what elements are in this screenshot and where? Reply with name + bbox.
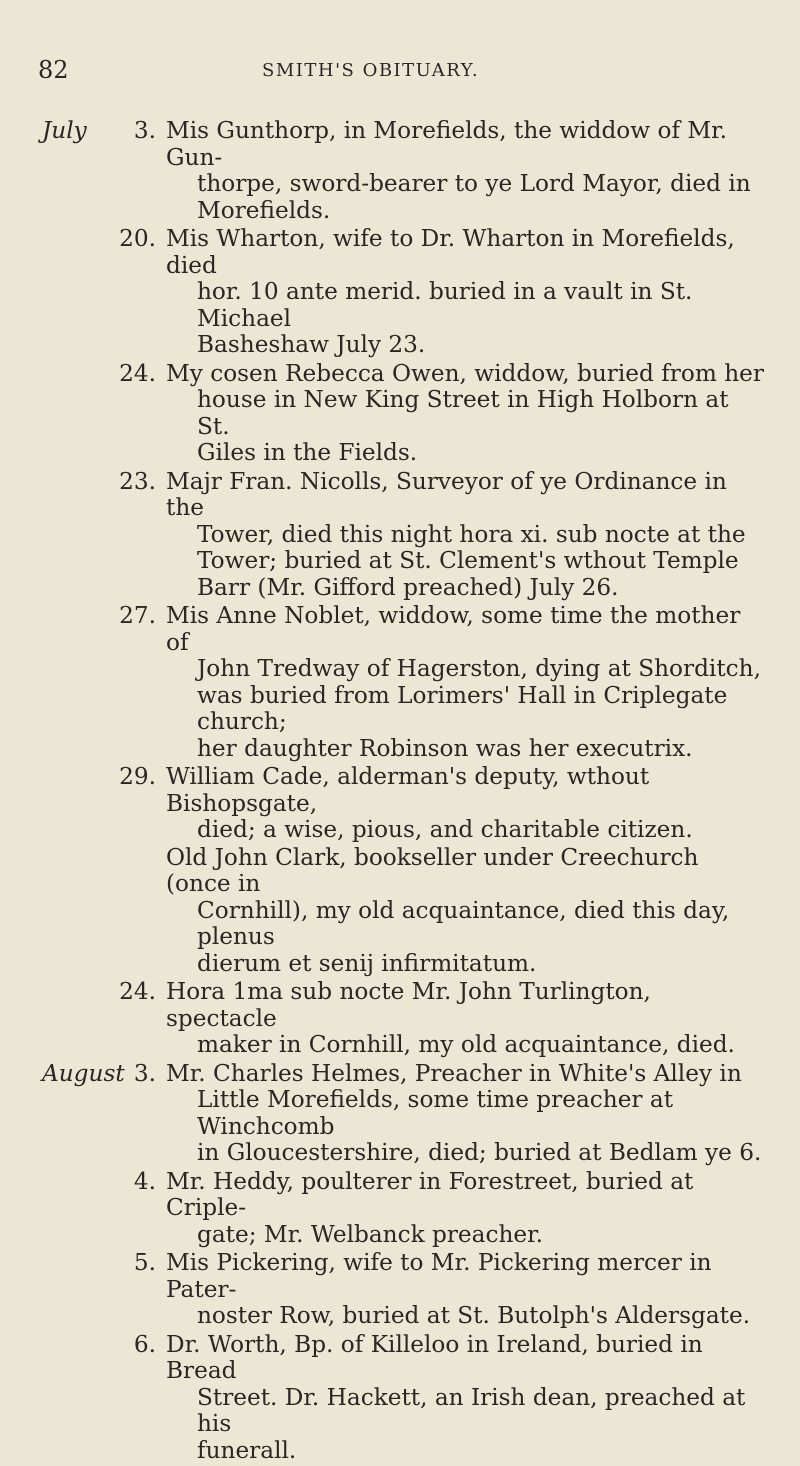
entry-line: Barr (Mr. Gifford preached) July 26. xyxy=(197,573,619,601)
entry-text xyxy=(166,764,766,977)
page-number: 82 xyxy=(38,56,69,84)
entry-text xyxy=(166,1169,766,1249)
entry-line: thorpe, sword-bearer to ye Lord Mayor, died in xyxy=(197,170,751,197)
entry-line: Majr Fran. Nicolls, Surveyor of ye Ordinance in the xyxy=(166,467,727,521)
entry-month: August xyxy=(42,1059,125,1087)
entry-line: William Cade, alderman's deputy, wthout Bishopsgate, xyxy=(166,763,650,817)
entry-day: 24. xyxy=(119,359,156,387)
entry-line: Hora 1ma sub nocte Mr. John Turlington, spectacle xyxy=(166,978,651,1032)
entry-line: Giles in the Fields. xyxy=(197,439,418,466)
entry-month: July xyxy=(42,117,87,144)
entry-line: My cosen Rebecca Owen, widdow, buried from her xyxy=(166,359,764,387)
entry-text xyxy=(166,118,766,224)
obituary-entry xyxy=(0,226,800,359)
entry-line: Mr. Charles Helmes, Preacher in White's Alley in xyxy=(166,1059,742,1087)
obituary-entry xyxy=(0,361,800,467)
entry-line: Basheshaw July 23. xyxy=(197,331,426,358)
obituary-entry xyxy=(0,118,800,224)
entry-text xyxy=(166,1061,766,1167)
entry-line: John Tredway of Hagerston, dying at Shorditch, xyxy=(197,655,761,682)
entry-line: in Gloucestershire, died; buried at Bedlam ye 6. xyxy=(197,1139,762,1166)
obituary-entry xyxy=(0,979,800,1059)
entry-subline: dierum et senij infirmitatum. xyxy=(197,949,537,977)
entry-line: Mis Anne Noblet, widdow, some time the mother of xyxy=(166,602,741,656)
entry-line: Mis Pickering, wife to Mr. Pickering mercer in Pater- xyxy=(166,1249,712,1303)
entry-line: Tower; buried at St. Clement's wthout Temple xyxy=(197,547,739,574)
entry-line: her daughter Robinson was her executrix. xyxy=(197,734,693,762)
entry-line: Mis Gunthorp, in Morefields, the widdow of Mr. Gun- xyxy=(166,117,728,171)
entry-line: maker in Cornhill, my old acquaintance, died. xyxy=(197,1031,735,1058)
entry-line: died; a wise, pious, and charitable citizen. xyxy=(197,816,693,843)
entry-line: Dr. Worth, Bp. of Killeloo in Ireland, buried in Bread xyxy=(166,1330,703,1384)
obituary-entry xyxy=(0,469,800,602)
entry-line: Little Morefields, some time preacher at Winchcomb xyxy=(197,1086,674,1140)
obituary-entry xyxy=(0,1250,800,1330)
entry-text xyxy=(166,226,766,359)
entry-line: Street. Dr. Hackett, an Irish dean, preached at his xyxy=(197,1383,746,1437)
entry-line: hor. 10 ante merid. buried in a vault in St. Michael xyxy=(197,278,693,332)
entry-subline: Cornhill), my old acquaintance, died this day, plenus xyxy=(197,896,730,950)
entry-day: 3. xyxy=(133,1059,156,1087)
entry-day: 4. xyxy=(133,1167,156,1195)
entry-line: funerall. xyxy=(197,1436,297,1464)
obituary-entry xyxy=(0,603,800,762)
entry-line: Mr. Heddy, poulterer in Forestreet, buried at Criple- xyxy=(166,1167,694,1221)
entry-day: 6. xyxy=(133,1330,156,1358)
entry-day: 3. xyxy=(133,117,156,144)
entry-line: noster Row, buried at St. Butolph's Aldersgate. xyxy=(197,1302,751,1329)
entry-day: 23. xyxy=(119,467,156,495)
entry-subline: Old John Clark, bookseller under Creechurch (once in xyxy=(166,843,699,897)
entry-line: Mis Wharton, wife to Dr. Wharton in Morefields, died xyxy=(166,225,735,279)
entry-text xyxy=(166,603,766,762)
obituary-entry xyxy=(0,1332,800,1465)
entry-text xyxy=(166,1250,766,1330)
entry-line: house in New King Street in High Holborn at St. xyxy=(197,386,729,440)
obituary-entry xyxy=(0,1061,800,1167)
obituary-entry xyxy=(0,1169,800,1249)
entry-line: Tower, died this night hora xi. sub nocte at the xyxy=(197,520,746,548)
entry-text xyxy=(166,1332,766,1465)
entry-text xyxy=(166,979,766,1059)
entry-day: 27. xyxy=(119,602,156,629)
entry-line: Morefields. xyxy=(197,196,331,224)
page-header xyxy=(0,56,800,86)
entry-day: 20. xyxy=(119,225,156,252)
obituary-entries xyxy=(0,118,800,1466)
entry-line: was buried from Lorimers' Hall in Criplegate church; xyxy=(197,681,728,735)
entry-day: 24. xyxy=(119,978,156,1005)
entry-text xyxy=(166,361,766,467)
running-title: SMITH'S OBITUARY. xyxy=(262,60,480,81)
entry-text xyxy=(166,469,766,602)
obituary-entry xyxy=(0,764,800,977)
entry-day: 29. xyxy=(119,763,156,790)
entry-day: 5. xyxy=(133,1249,156,1276)
entry-line: gate; Mr. Welbanck preacher. xyxy=(197,1220,544,1248)
